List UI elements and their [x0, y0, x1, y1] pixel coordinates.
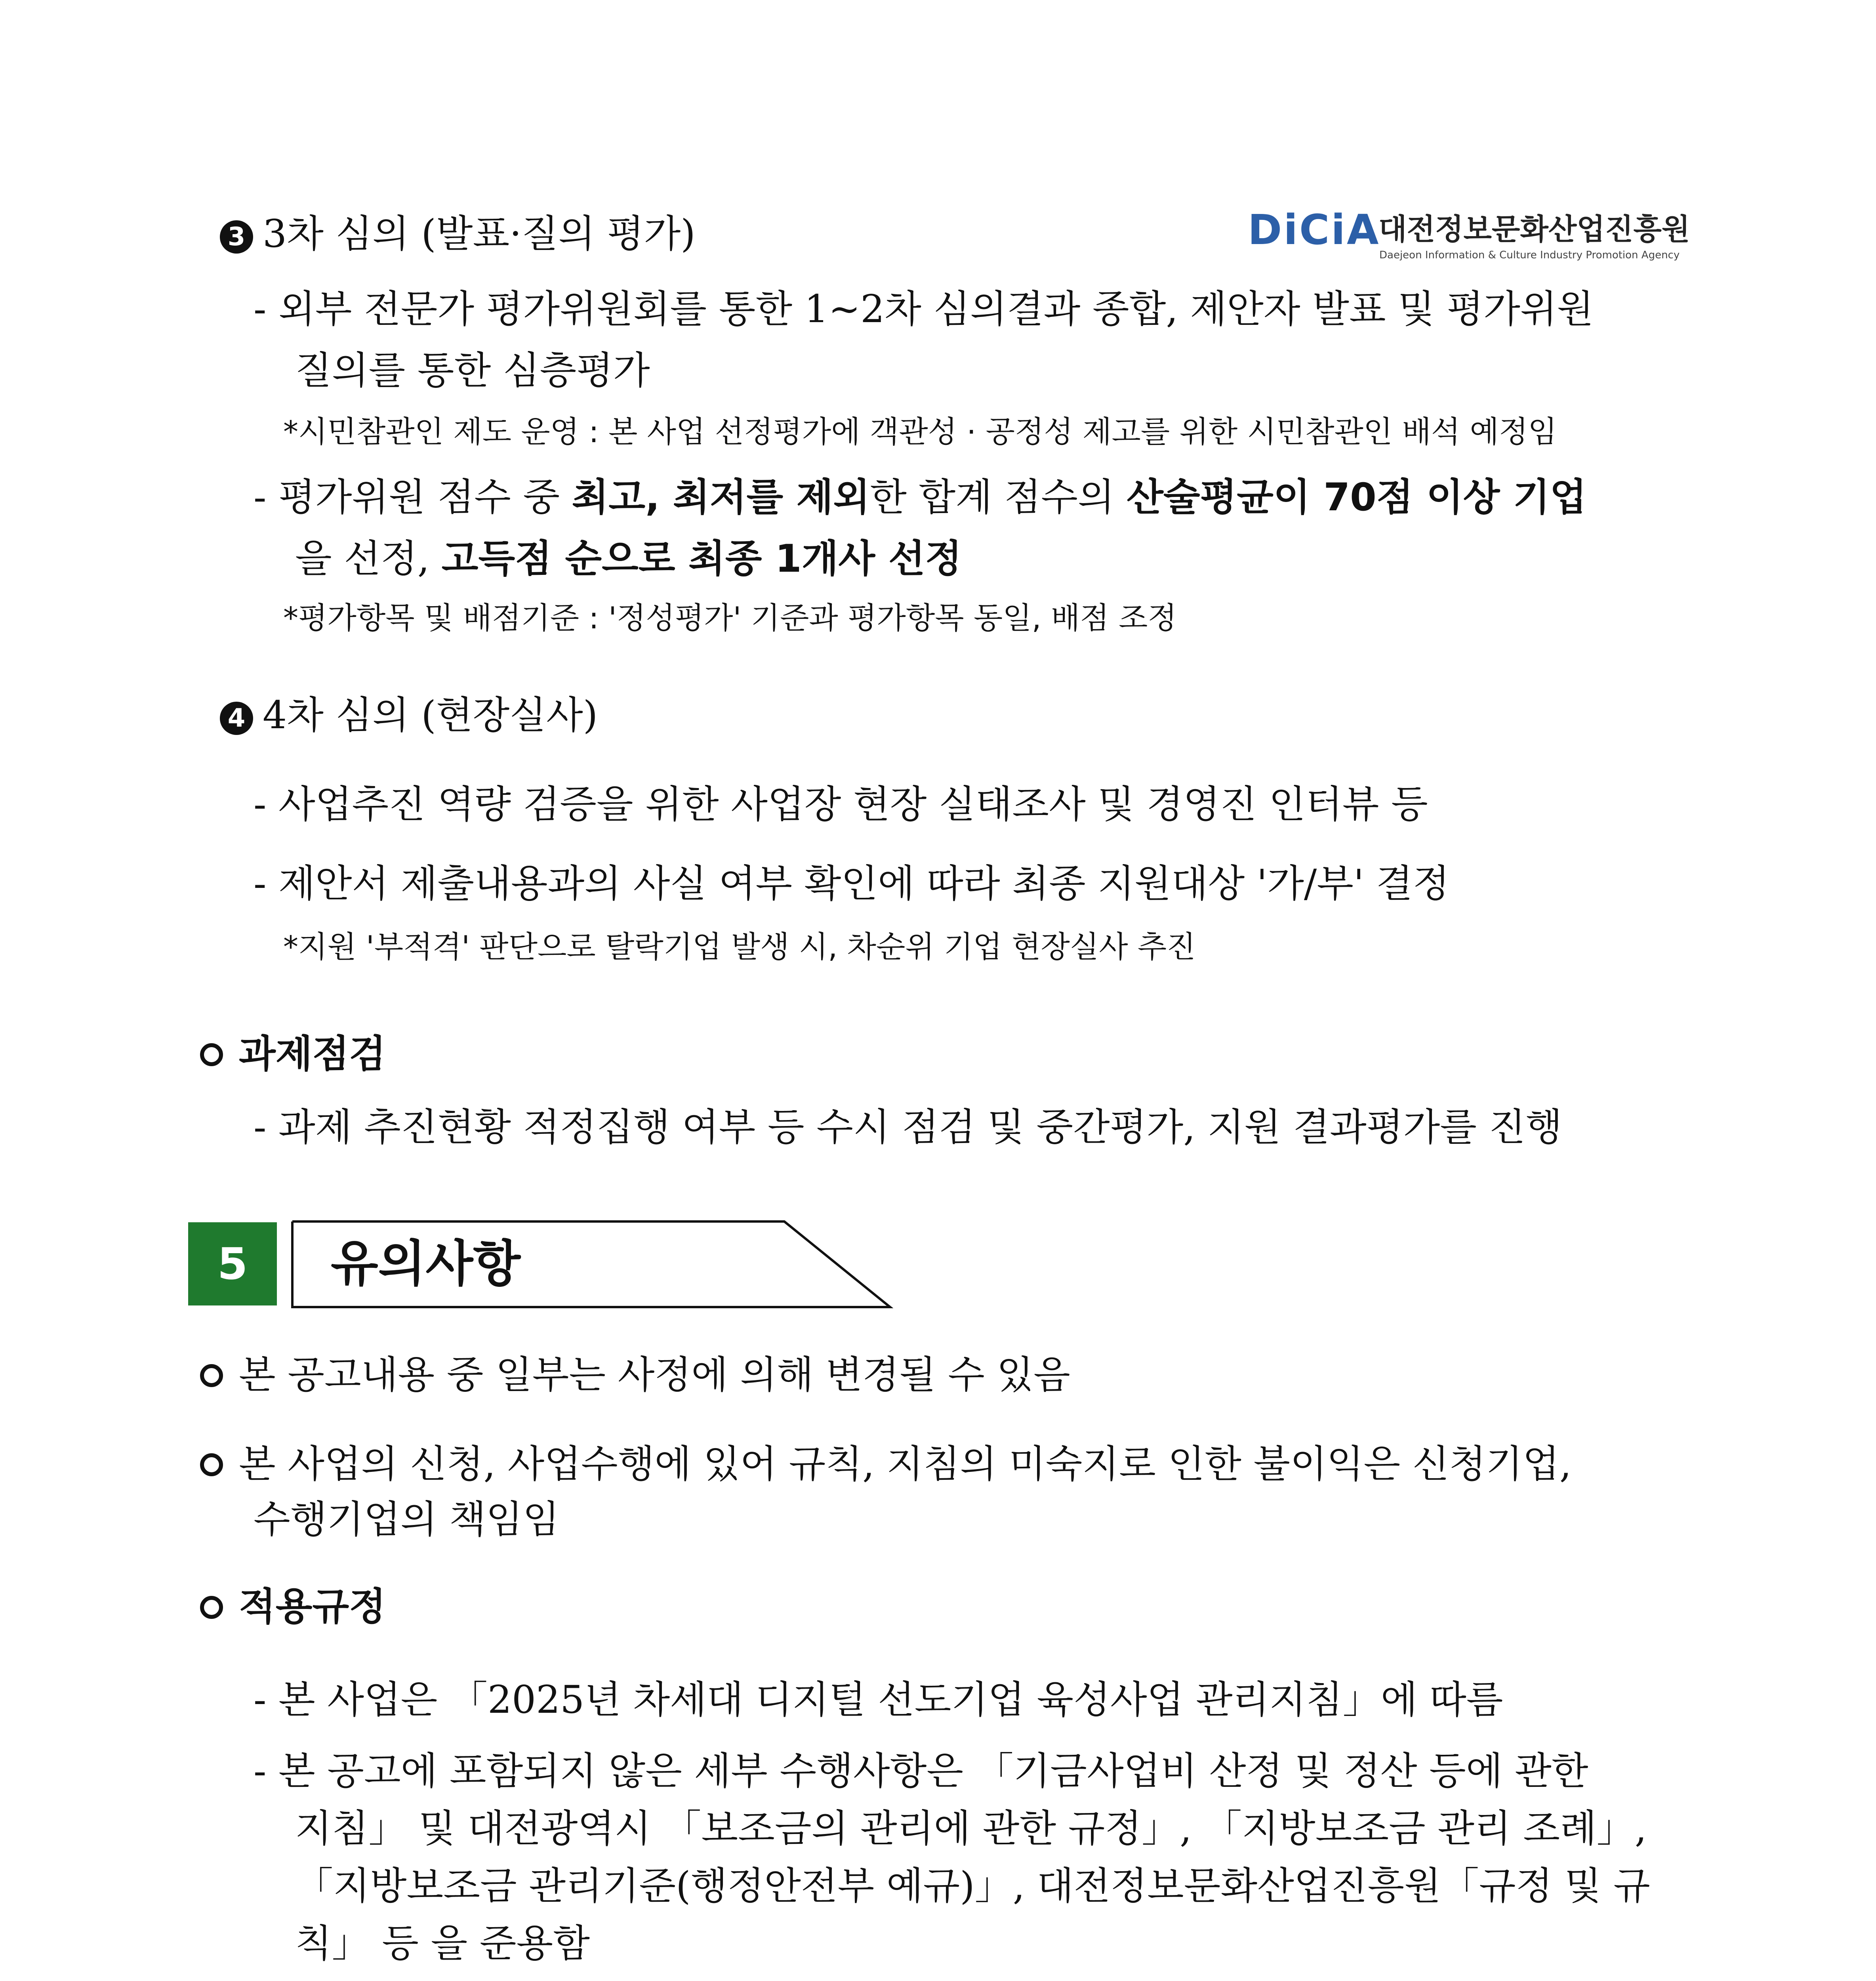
review3-item2-line2-b: 고득점 순으로 최종 1개사 선정	[441, 536, 962, 581]
review3-item2-line2	[295, 535, 962, 582]
section5-number: 5	[188, 1222, 277, 1305]
review3-item2-a: - 평가위원 점수 중	[254, 475, 572, 519]
rules-title: 적용규정	[239, 1584, 386, 1629]
circle-bullet-icon	[200, 1043, 223, 1066]
circle-bullet-icon	[200, 1364, 223, 1387]
review3-item2-b: 최고, 최저를 제외	[572, 475, 870, 519]
review3-note2: *평가항목 및 배점기준 : '정성평가' 기준과 평가항목 동일, 배점 조정	[283, 600, 1177, 636]
review4-note1: *지원 '부적격' 판단으로 탈락기업 발생 시, 차순위 기업 현장실사 추진	[283, 929, 1196, 964]
rules-item2-line3: 「지방보조금 관리기준(행정안전부 예규)」, 대전정보문화산업진흥원「규정 및 규	[295, 1864, 1650, 1908]
review3-item2-line2-a: 을 선정,	[295, 536, 442, 581]
section5-bullet2-line2: 수행기업의 책임임	[254, 1497, 560, 1542]
circle-bullet-icon	[200, 1453, 223, 1476]
logo-subtitle: Daejeon Information & Culture Industry Promotion Agency	[1379, 249, 1680, 261]
review4-item2: - 제안서 제출내용과의 사실 여부 확인에 따라 최종 지원대상 '가/부' 결정	[254, 861, 1450, 906]
review3-item1-text: - 외부 전문가 평가위원회를 통한 1~2차 심의결과 종합, 제안자 발표 및 평가위원	[254, 287, 1594, 331]
task-check-item1: - 과제 추진현황 적정집행 여부 등 수시 점검 및 중간평가, 지원 결과평가를 진행	[254, 1105, 1562, 1149]
review3-item2-c: 한 합계 점수의	[870, 475, 1127, 519]
review3-note1: *시민참관인 제도 운영 : 본 사업 선정평가에 객관성 · 공정성 제고를 위한 시민참관인 배석 예정임	[283, 414, 1557, 449]
review3-title: 3차 심의 (발표·질의 평가)	[263, 212, 696, 256]
section5-bullet2-text: 본 사업의 신청, 사업수행에 있어 규칙, 지침의 미숙지로 인한 불이익은 신청기업,	[239, 1442, 1572, 1486]
section5-bullet1-text: 본 공고내용 중 일부는 사정에 의해 변경될 수 있음	[239, 1353, 1070, 1397]
rules-item2-line2: 지침」 및 대전광역시 「보조금의 관리에 관한 규정」, 「지방보조금 관리 조례」,	[295, 1806, 1647, 1851]
review4-heading	[220, 691, 598, 739]
rules-item1: - 본 사업은 「2025년 차세대 디지털 선도기업 육성사업 관리지침」에 따름	[254, 1678, 1503, 1722]
review4-title: 4차 심의 (현장실사)	[263, 693, 598, 737]
section5-title: 유의사항	[331, 1235, 521, 1292]
logo-name: 대전정보문화산업진흥원	[1378, 212, 1690, 246]
section5-bullet2-line1	[200, 1440, 1571, 1488]
logo-mark: DiCiA	[1248, 206, 1380, 254]
review3-item2-d: 산술평균이 70점 이상 기업	[1127, 475, 1587, 519]
rules-item2-line4: 칙」 등 을 준용함	[295, 1921, 590, 1966]
section5-bullet1	[200, 1351, 1070, 1399]
review3-item1-line1	[254, 285, 1695, 333]
rules-item2-line1: - 본 공고에 포함되지 않은 세부 수행사항은 「기금사업비 산정 및 정산 등에 관한	[254, 1749, 1588, 1793]
circle-number-4: 4	[220, 702, 253, 735]
task-check-heading	[200, 1030, 386, 1078]
review4-item1: - 사업추진 역량 검증을 위한 사업장 현장 실태조사 및 경영진 인터뷰 등	[254, 782, 1428, 826]
rules-heading	[200, 1583, 386, 1630]
review3-heading	[220, 210, 696, 258]
task-check-title: 과제점검	[239, 1032, 386, 1076]
circle-bullet-icon	[200, 1596, 223, 1619]
review3-item1-line2: 질의를 통한 심층평가	[295, 348, 650, 393]
review3-item2-line1	[254, 473, 1586, 521]
circle-number-3: 3	[220, 220, 253, 254]
